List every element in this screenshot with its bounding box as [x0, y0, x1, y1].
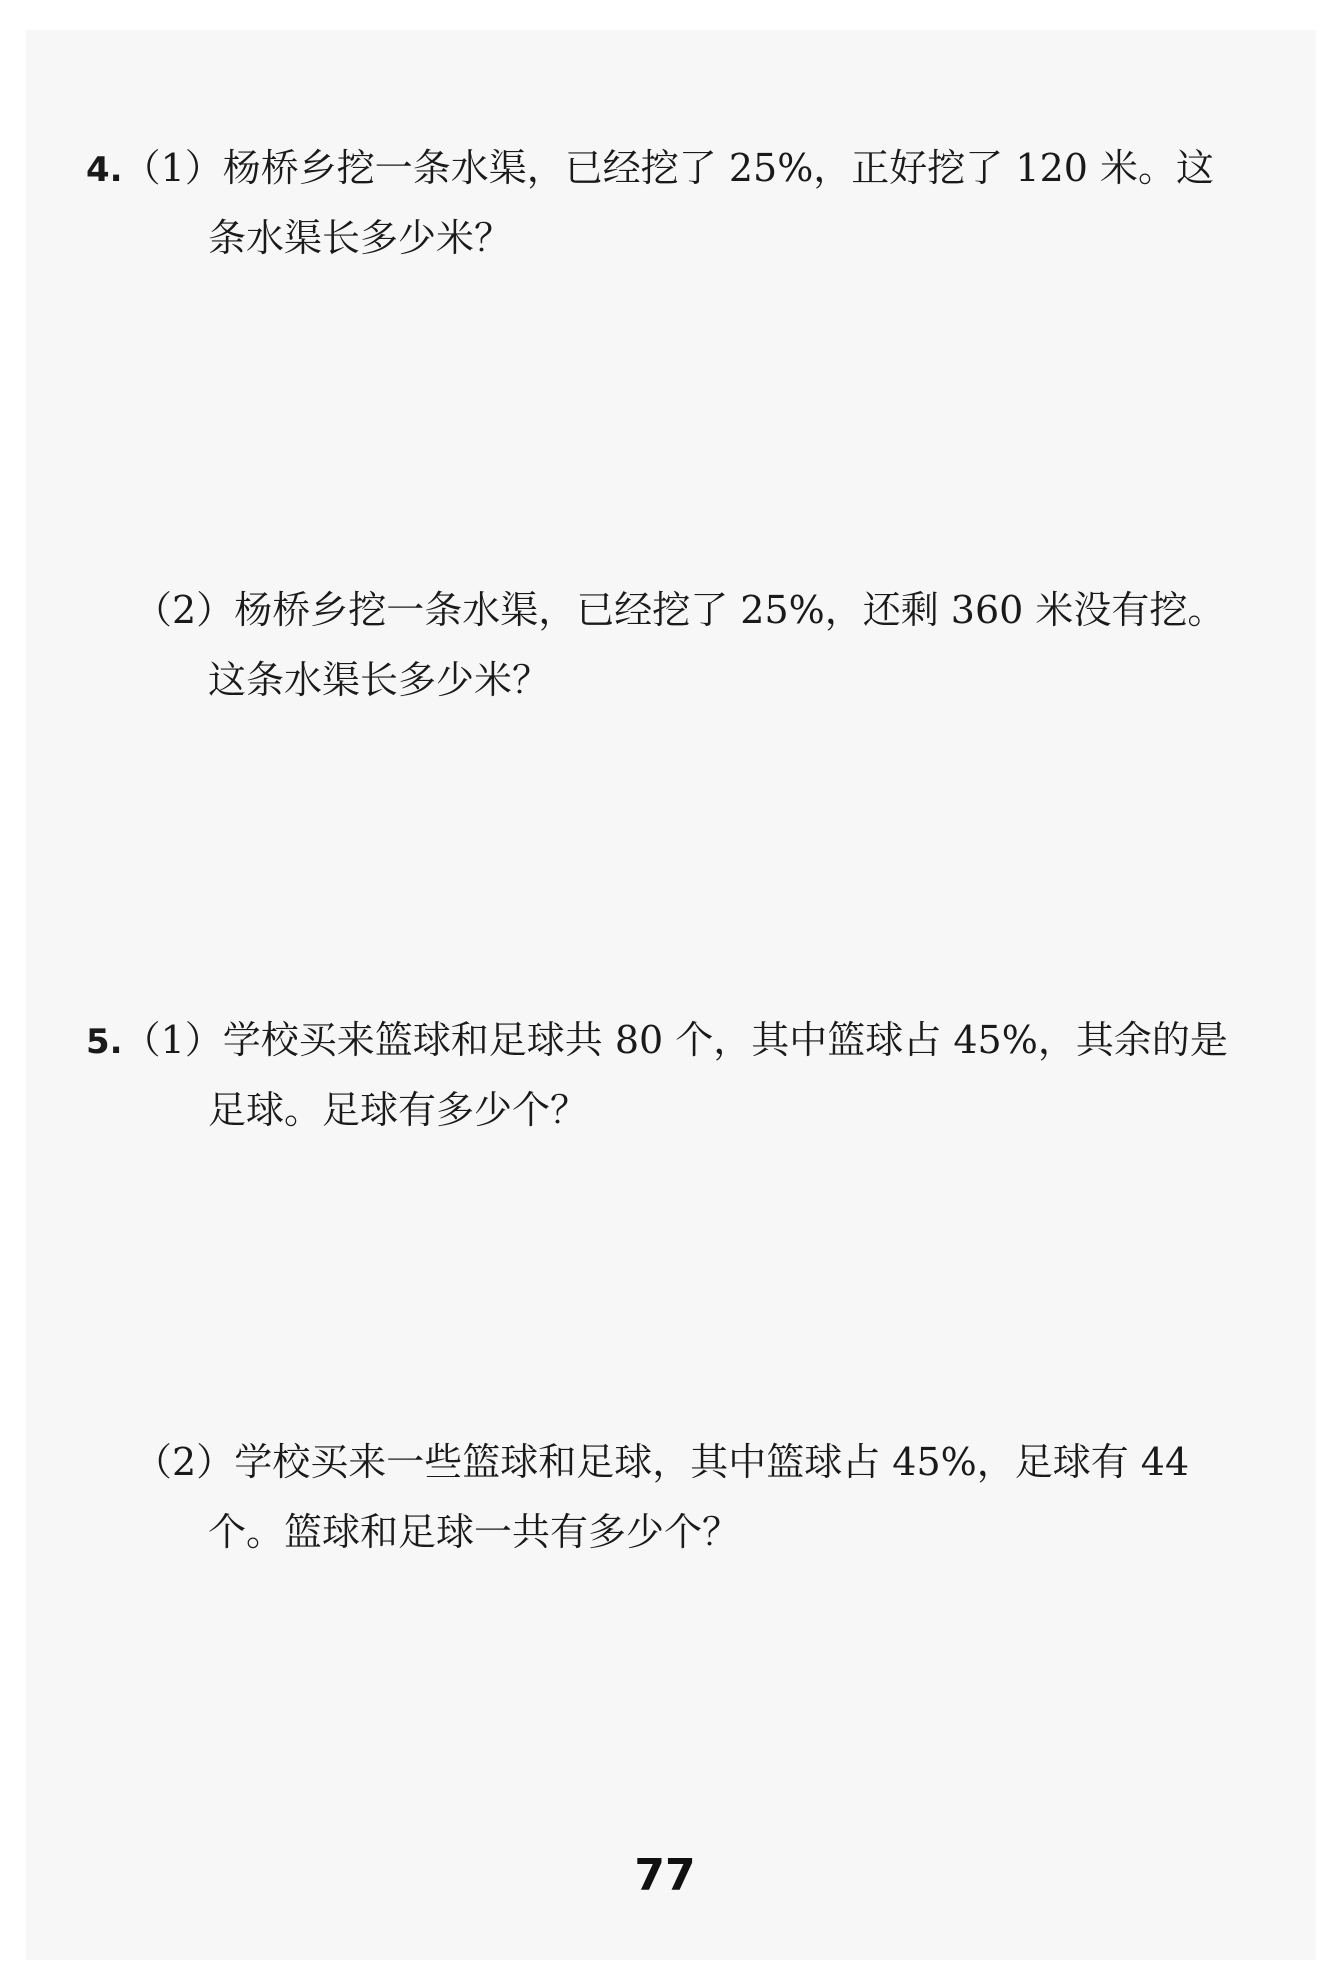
problem-5-part-2-line-1 [134, 1438, 1189, 1486]
problem-5-number: 5. [86, 1022, 123, 1062]
problem-5-part-1-label: （1） [122, 1018, 223, 1062]
problem-5-part-1-text-1: 学校买来篮球和足球共 80 个，其中篮球占 45%，其余的是 [222, 1018, 1228, 1062]
problem-4-part-2-line-2: 这条水渠长多少米？ [208, 658, 551, 702]
page-background [26, 30, 1316, 1960]
page-number: 77 [634, 1850, 696, 1901]
problem-4-part-1-label: （1） [122, 146, 223, 190]
problem-5-part-2-text-1: 学校买来一些篮球和足球，其中篮球占 45%，足球有 44 [234, 1440, 1190, 1484]
problem-4-part-2-text-1: 杨桥乡挖一条水渠，已经挖了 25%，还剩 360 米没有挖。 [234, 588, 1226, 632]
problem-5-part-2-label: （2） [134, 1440, 235, 1484]
problem-4-part-2-label: （2） [134, 588, 235, 632]
problem-4-number: 4. [86, 150, 123, 190]
problem-4-part-2-line-1 [134, 586, 1225, 634]
problem-5-part-1-line-1 [86, 1016, 1228, 1066]
problem-4-part-1-line-2: 条水渠长多少米？ [208, 216, 513, 260]
problem-4-part-1-line-1 [86, 144, 1214, 194]
problem-4-part-1-text-1: 杨桥乡挖一条水渠，已经挖了 25%，正好挖了 120 米。这 [222, 146, 1214, 190]
problem-5-part-1-line-2: 足球。足球有多少个？ [208, 1088, 589, 1132]
problem-5-part-2-line-2: 个。篮球和足球一共有多少个？ [208, 1510, 741, 1554]
